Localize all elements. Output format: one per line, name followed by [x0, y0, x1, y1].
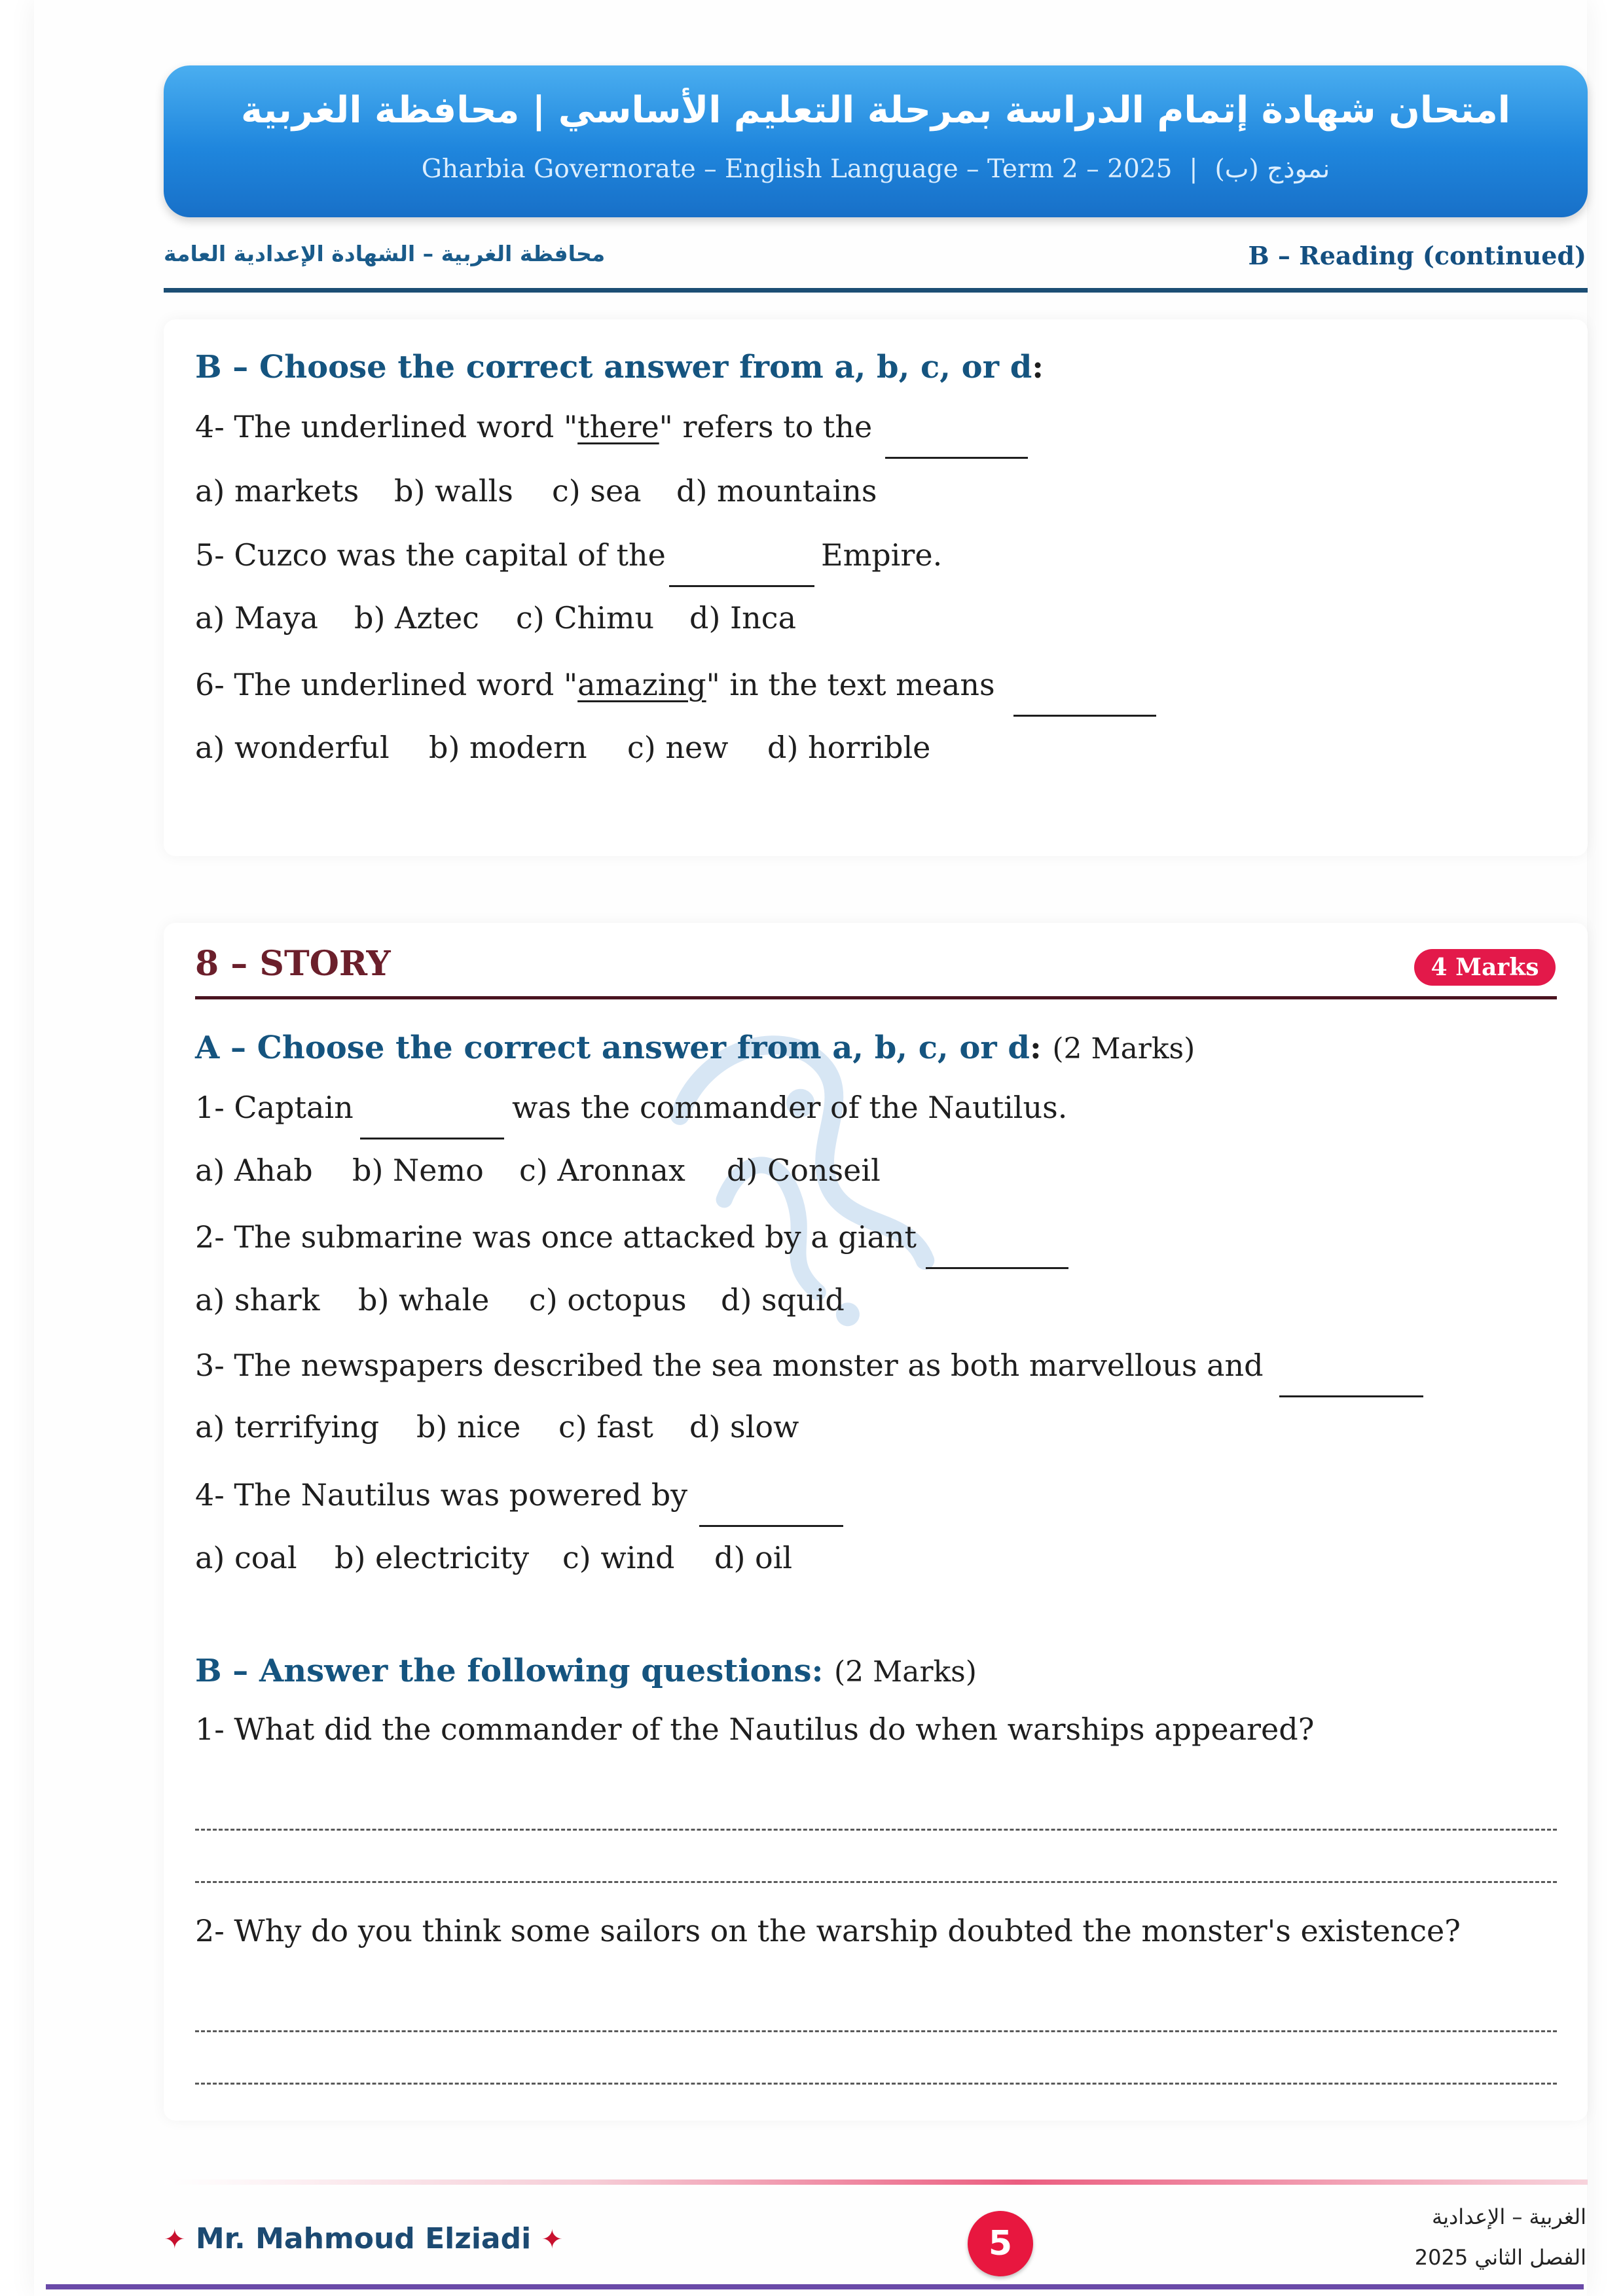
- answer-blank[interactable]: [885, 457, 1028, 459]
- option[interactable]: c) Aronnax: [519, 1153, 685, 1188]
- question-s4: 4- The Nautilus was powered by: [195, 1477, 688, 1513]
- question-r5: [195, 537, 666, 573]
- page-number: 5: [968, 2211, 1033, 2276]
- option[interactable]: a) Maya: [195, 600, 318, 636]
- subtitle-separator: |: [1189, 154, 1198, 184]
- answer-line[interactable]: [195, 1881, 1557, 1883]
- answer-blank[interactable]: [360, 1138, 504, 1139]
- header-banner: [164, 65, 1588, 217]
- option[interactable]: a) markets: [195, 473, 359, 509]
- option[interactable]: c) wind: [562, 1540, 675, 1575]
- footer-term-ar: الفصل الثاني 2025: [1414, 2245, 1586, 2270]
- author-name: Mr. Mahmoud Elziadi: [195, 2222, 532, 2255]
- story-a-instruction-text: A – Choose the correct answer from a, b, c, or d: [195, 1030, 1030, 1066]
- answer-blank[interactable]: [1013, 715, 1156, 717]
- answer-blank[interactable]: [669, 585, 814, 587]
- open-question-1: 1- What did the commander of the Nautilus do when warships appeared?: [195, 1712, 1315, 1747]
- option[interactable]: d) Conseil: [727, 1153, 881, 1188]
- option[interactable]: a) shark: [195, 1282, 320, 1318]
- star-icon: ✦: [541, 2225, 564, 2255]
- answer-blank[interactable]: [699, 1525, 843, 1527]
- reading-b-instruction: [195, 348, 1044, 386]
- reading-b-instruction-text: B – Choose the correct answer from a, b, c, or d: [195, 349, 1032, 386]
- footer-author: [164, 2222, 563, 2255]
- reading-b-colon: :: [1032, 349, 1044, 386]
- story-b-instruction-text: B – Answer the following questions:: [195, 1653, 824, 1689]
- model-label-ar: نموذج (ب): [1214, 154, 1330, 184]
- option[interactable]: b) electricity: [335, 1540, 530, 1575]
- option[interactable]: c) fast: [558, 1409, 653, 1444]
- page-bottom-bar: [46, 2284, 1584, 2289]
- question-s3: 3- The newspapers described the sea monster as both marvellous and: [195, 1348, 1264, 1383]
- question-r5-post: Empire.: [821, 537, 943, 573]
- question-s1-pre: 1- Captain: [195, 1090, 354, 1125]
- story-b-instruction: [195, 1652, 977, 1691]
- question-r6: [195, 666, 995, 703]
- option[interactable]: d) slow: [689, 1409, 799, 1444]
- question-s2: 2- The submarine was once attacked by a giant: [195, 1219, 917, 1255]
- story-divider: [195, 996, 1557, 999]
- option[interactable]: d) Inca: [689, 600, 796, 636]
- option[interactable]: c) new: [627, 730, 729, 765]
- option[interactable]: c) Chimu: [516, 600, 655, 636]
- answer-line[interactable]: [195, 1829, 1557, 1831]
- answer-line[interactable]: [195, 2030, 1557, 2032]
- header-divider: [164, 288, 1588, 293]
- option[interactable]: d) oil: [714, 1540, 793, 1575]
- star-icon: ✦: [164, 2225, 186, 2255]
- story-b-marks: (2 Marks): [834, 1655, 977, 1689]
- question-r6-post: " in the text means: [706, 667, 995, 702]
- option[interactable]: b) whale: [358, 1282, 490, 1318]
- answer-line[interactable]: [195, 2083, 1557, 2085]
- footer-divider: [164, 2179, 1588, 2185]
- question-r6-pre: 6- The underlined word ": [195, 667, 578, 702]
- option[interactable]: b) Nemo: [352, 1153, 484, 1188]
- option[interactable]: b) modern: [429, 730, 587, 765]
- open-question-2: 2- Why do you think some sailors on the warship doubted the monster's existence?: [195, 1913, 1461, 1948]
- option[interactable]: b) walls: [394, 473, 513, 509]
- question-r4-underlined: there: [577, 409, 659, 444]
- story-a-marks: (2 Marks): [1052, 1032, 1195, 1066]
- option[interactable]: d) mountains: [676, 473, 877, 509]
- option[interactable]: d) squid: [721, 1282, 845, 1318]
- story-a-instruction: [195, 1029, 1195, 1068]
- question-r4-pre: 4- The underlined word ": [195, 409, 578, 444]
- exam-subtitle-en: Gharbia Governorate – English Language – Term 2 – 2025: [421, 154, 1173, 184]
- option[interactable]: a) terrifying: [195, 1409, 380, 1444]
- option[interactable]: a) wonderful: [195, 730, 390, 765]
- story-a-colon: :: [1029, 1030, 1042, 1066]
- option[interactable]: d) horrible: [767, 730, 931, 765]
- option[interactable]: a) coal: [195, 1540, 297, 1575]
- exam-title-ar: امتحان شهادة إتمام الدراسة بمرحلة التعليم الأساسي | محافظة الغربية: [241, 89, 1510, 132]
- option[interactable]: c) sea: [552, 473, 642, 509]
- footer-region-ar: الغربية – الإعدادية: [1431, 2204, 1586, 2229]
- question-r5-pre: 5- Cuzco was the capital of the: [195, 537, 666, 573]
- option[interactable]: b) nice: [416, 1409, 521, 1444]
- option[interactable]: c) octopus: [529, 1282, 687, 1318]
- story-section-title: 8 – STORY: [195, 944, 391, 984]
- question-r4: [195, 408, 872, 445]
- exam-subtitle: [164, 154, 1588, 184]
- answer-blank[interactable]: [1279, 1395, 1423, 1397]
- governorate-certificate-label: محافظة الغربية – الشهادة الإعدادية العامة: [164, 241, 606, 266]
- option[interactable]: a) Ahab: [195, 1153, 313, 1188]
- reading-questions-card: [164, 319, 1588, 856]
- question-r4-post: " refers to the: [659, 409, 873, 444]
- question-s1-post: was the commander of the Nautilus.: [512, 1090, 1068, 1125]
- marks-badge: 4 Marks: [1414, 949, 1556, 986]
- answer-blank[interactable]: [926, 1267, 1068, 1269]
- option[interactable]: b) Aztec: [354, 600, 479, 636]
- question-r6-underlined: amazing: [577, 667, 706, 702]
- section-label: B – Reading (continued): [1248, 241, 1586, 270]
